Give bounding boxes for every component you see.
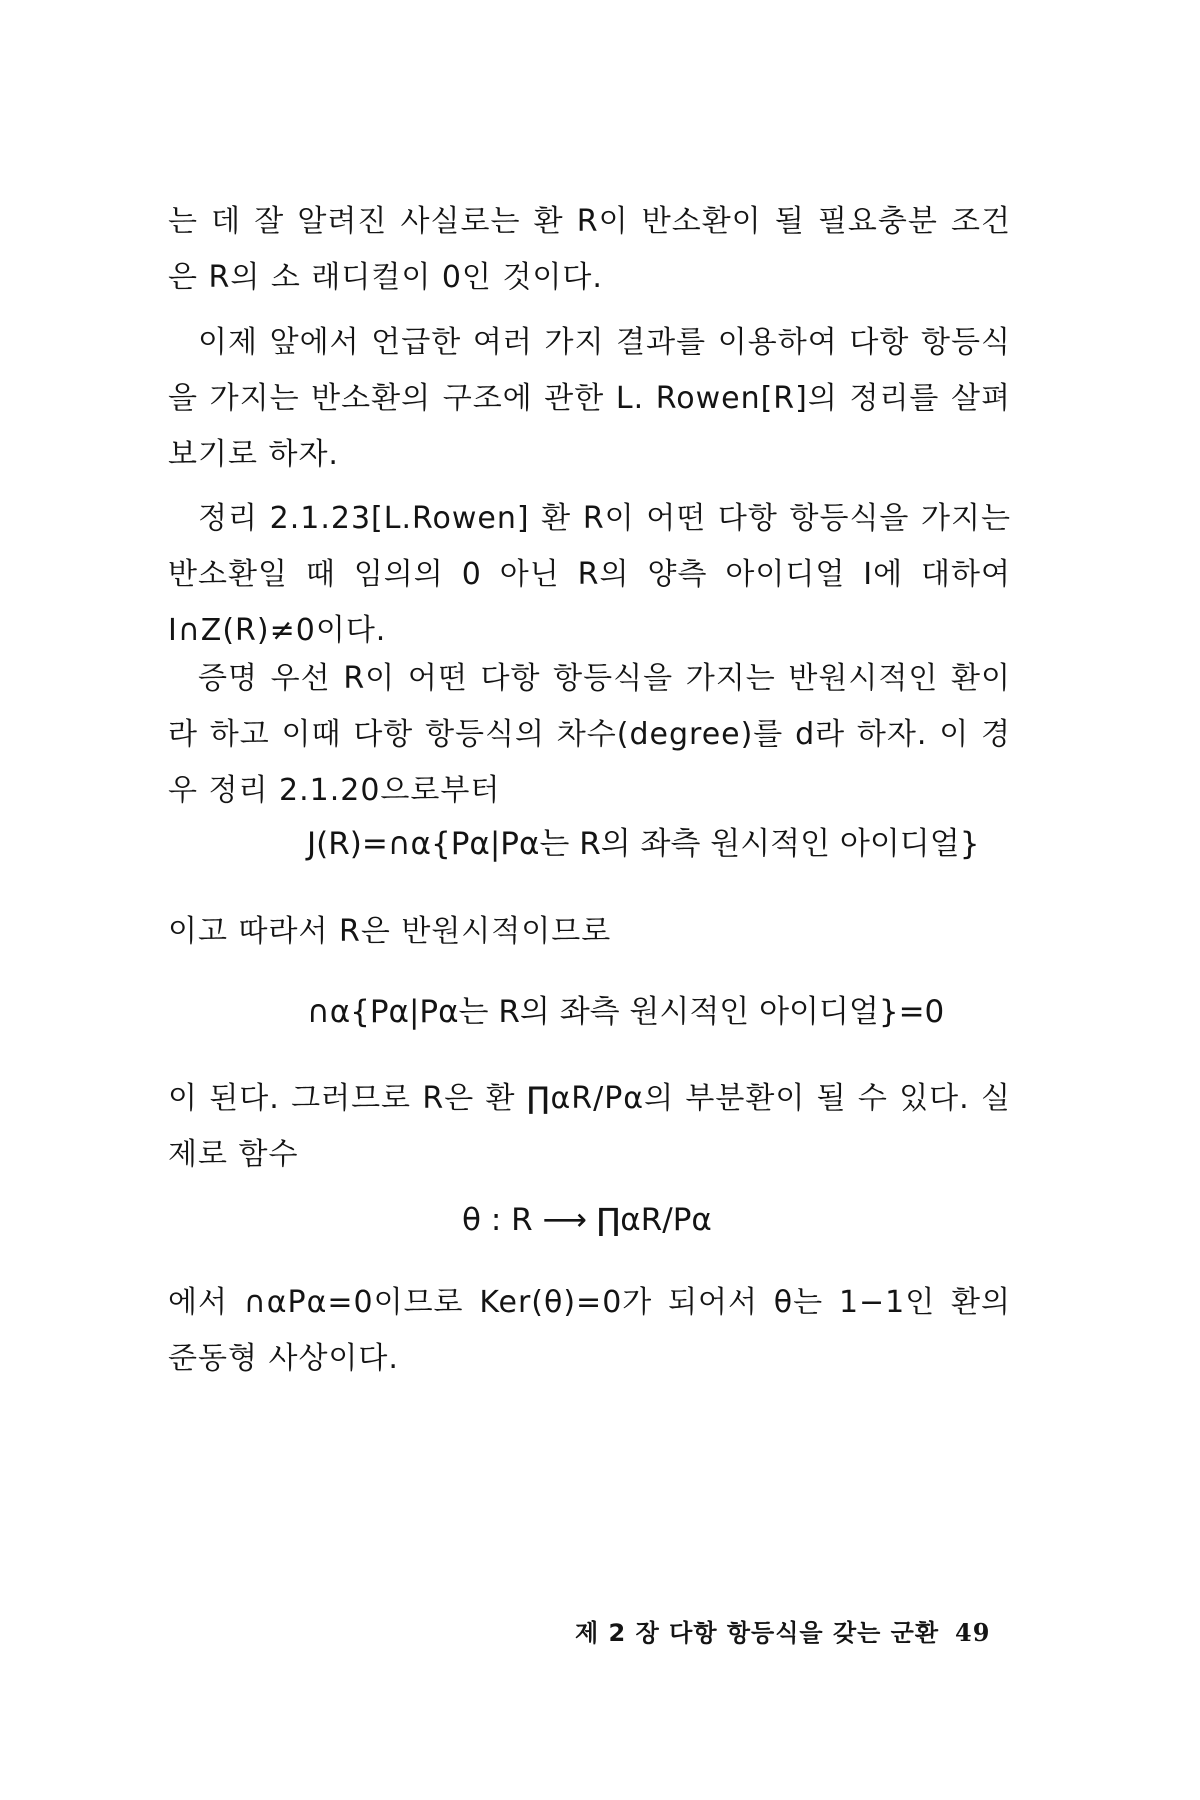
paragraph-intro: 는 데 잘 알려진 사실로는 환 R이 반소환이 될 필요충분 조건은 R의 소 래디컬이 0인 것이다. xyxy=(168,204,1011,295)
chapter-title: 제 2 장 다항 항등식을 갖는 군환 xyxy=(575,1619,940,1647)
paragraph-theorem: 정리 2.1.23[L.Rowen] 환 R이 어떤 다항 항등식을 가지는 반소환일 때 임의의 0 아닌 R의 양측 아이디얼 I에 대하여 I∩Z(R)≠0이다. xyxy=(168,501,1011,648)
equation-theta-map: θ : R ⟶ ∏αR/Pα xyxy=(462,1202,712,1238)
paragraph-rowen-intro: 이제 앞에서 언급한 여러 가지 결과를 이용하여 다항 항등식을 가지는 반소환의 구조에 관한 L. Rowen[R]의 정리를 살펴보기로 하자. xyxy=(168,325,1011,472)
paragraph-proof: 증명 우선 R이 어떤 다항 항등식을 가지는 반원시적인 환이라 하고 이때 다항 항등식의 차수(degree)를 d라 하자. 이 경우 정리 2.1.20으로부터 xyxy=(168,661,1011,808)
equation-jacobson-radical: J(R)=∩α{Pα|Pα는 R의 좌측 원시적인 아이디얼} xyxy=(307,826,980,862)
paragraph-kernel: 에서 ∩αPα=0이므로 Ker(θ)=0가 되어서 θ는 1−1인 환의 준동형 사상이다. xyxy=(168,1285,1011,1376)
equation-intersection-zero: ∩α{Pα|Pα는 R의 좌측 원시적인 아이디얼}=0 xyxy=(307,994,945,1030)
page-footer xyxy=(575,1613,990,1648)
paragraph-subring: 이 된다. 그러므로 R은 환 ∏αR/Pα의 부분환이 될 수 있다. 실제로 함수 xyxy=(168,1081,1011,1172)
paragraph-semiprimitive: 이고 따라서 R은 반원시적이므로 xyxy=(168,914,612,949)
page-number: 49 xyxy=(955,1618,991,1647)
